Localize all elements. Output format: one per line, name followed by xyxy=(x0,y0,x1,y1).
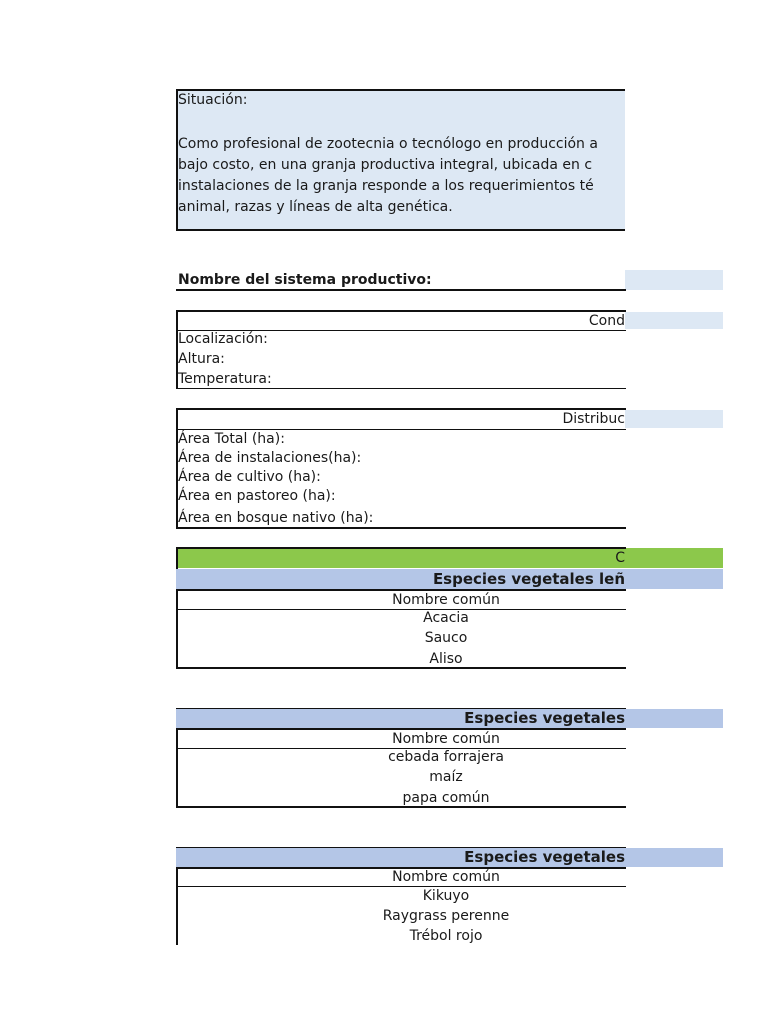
crop-column-header: Nombre común xyxy=(392,731,500,747)
situation-line: bajo costo, en una granja productiva integral, ubicada en c xyxy=(178,157,593,173)
pasture-column-header: Nombre común xyxy=(392,869,500,885)
woody-column-clip xyxy=(176,591,625,609)
conditions-header-text: Cond xyxy=(588,313,625,329)
pasture-species-title-clip xyxy=(176,848,625,867)
green-header-clip xyxy=(176,549,625,568)
divider xyxy=(176,388,626,389)
divider xyxy=(176,527,626,529)
distribution-header-ext xyxy=(625,410,723,428)
area-crops-label: Área de cultivo (ha): xyxy=(178,469,321,485)
distribution-header-text: Distribuc xyxy=(562,411,625,427)
list-item: Aliso xyxy=(429,651,463,667)
pasture-list xyxy=(176,887,625,947)
woody-species-title-clip xyxy=(176,569,625,589)
crop-column-clip xyxy=(176,730,625,748)
pasture-species-title: Especies vegetales xyxy=(464,848,625,866)
list-item: Acacia xyxy=(423,610,469,626)
situation-label: Situación: xyxy=(178,92,248,108)
crop-species-title-clip xyxy=(176,709,625,728)
system-name-field[interactable] xyxy=(625,270,723,290)
area-installations-label: Área de instalaciones(ha): xyxy=(178,450,362,466)
divider xyxy=(176,289,626,291)
list-item: cebada forrajera xyxy=(388,749,504,765)
area-grazing-label: Área en pastoreo (ha): xyxy=(178,488,336,504)
list-item: maíz xyxy=(429,769,463,785)
divider xyxy=(176,806,626,808)
list-item: Trébol rojo xyxy=(409,928,483,944)
altitude-label: Altura: xyxy=(178,351,225,367)
situation-line: Como profesional de zootecnia o tecnólogo en producción a xyxy=(178,136,598,152)
pasture-column-clip xyxy=(176,868,625,886)
woody-column-header: Nombre común xyxy=(392,592,500,608)
location-label: Localización: xyxy=(178,331,268,347)
list-item: Sauco xyxy=(424,630,468,646)
conditions-header-ext xyxy=(625,312,723,329)
list-item: papa común xyxy=(402,790,490,806)
area-forest-label: Área en bosque nativo (ha): xyxy=(178,510,374,526)
woody-list xyxy=(176,609,625,669)
situation-line: animal, razas y líneas de alta genética. xyxy=(178,199,453,215)
list-item: Kikuyo xyxy=(422,888,470,904)
divider xyxy=(176,667,626,669)
area-total-label: Área Total (ha): xyxy=(178,431,285,447)
crop-species-title: Especies vegetales xyxy=(464,709,625,727)
woody-species-title: Especies vegetales leñ xyxy=(432,570,625,588)
situation-text xyxy=(176,134,625,218)
distribution-header xyxy=(176,410,625,428)
conditions-header xyxy=(176,312,625,330)
system-name-label: Nombre del sistema productivo: xyxy=(178,272,432,288)
green-header-text: C xyxy=(615,550,625,566)
temperature-label: Temperatura: xyxy=(178,371,272,387)
situation-line: instalaciones de la granja responde a los requerimientos té xyxy=(178,178,594,194)
list-item: Raygrass perenne xyxy=(382,908,510,924)
crop-list xyxy=(176,748,625,808)
